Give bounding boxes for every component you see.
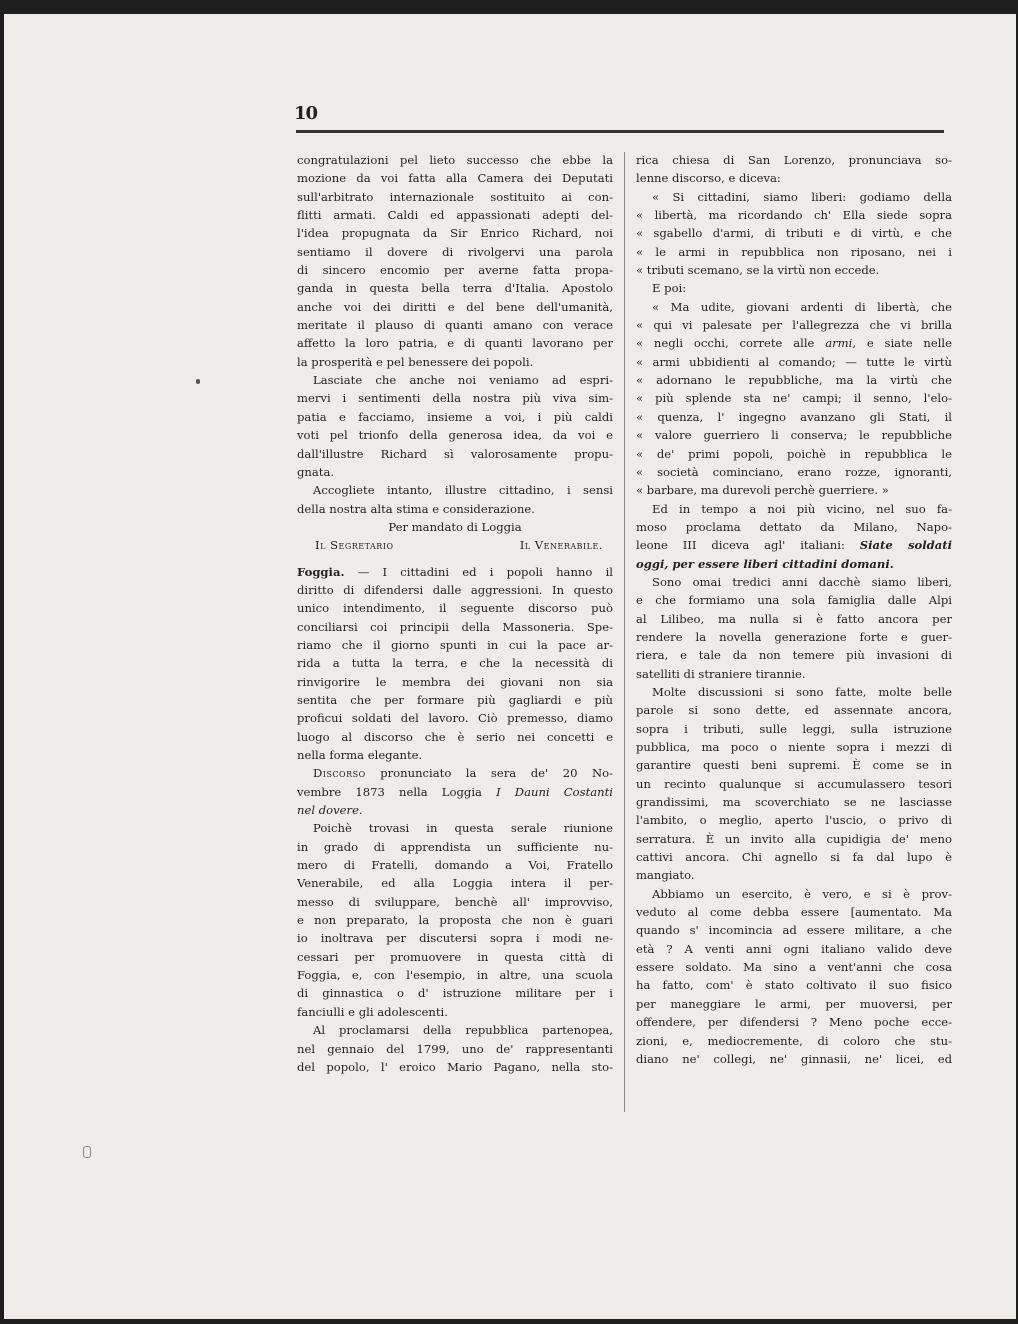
text-line: moso proclama dettato da Milano, Napo- bbox=[636, 519, 952, 534]
text-line: leone III diceva agl' italiani: Siate soldati bbox=[636, 538, 952, 553]
text-line: fanciulli e gli adolescenti. bbox=[297, 1004, 448, 1019]
text-line: Accogliete intanto, illustre cittadino, i sensi bbox=[313, 483, 613, 498]
text-line: diano ne' collegi, ne' ginnasii, ne' licei, ed bbox=[636, 1051, 952, 1066]
text-line: diritto di difendersi dalle aggressioni. In questo bbox=[297, 582, 613, 597]
text-line: un recinto qualunque si accumulassero tesori bbox=[636, 776, 952, 791]
text-line: sopra i tributi, sulle leggi, sulla istruzione bbox=[636, 721, 952, 736]
text-line: cattivi ancora. Chi agnello si fa dal lupo è bbox=[636, 850, 952, 865]
text-line: Abbiamo un esercito, è vero, e si è prov- bbox=[652, 886, 952, 901]
text-line: Poichè trovasi in questa serale riunione bbox=[313, 821, 613, 836]
quote-line: « più splende sta ne' campi; il senno, l'elo- bbox=[636, 391, 952, 406]
quote-line: « tributi scemano, se la virtù non eccede. bbox=[636, 263, 880, 278]
text-line: conciliarsi coi principii della Massoneria. Spe- bbox=[297, 619, 613, 634]
text-line: meritate il plauso di quanti amano con verace bbox=[297, 318, 613, 333]
text-line: in grado di apprendista un sufficiente nu- bbox=[297, 839, 613, 854]
text-line: Foggia, e, con l'esempio, in altre, una scuola bbox=[297, 968, 613, 983]
right-column bbox=[636, 151, 952, 1068]
text-line: mero di Fratelli, domando a Voi, Fratello bbox=[297, 858, 613, 873]
quote-line: « Ma udite, giovani ardenti di libertà, che bbox=[652, 299, 952, 314]
signature-line bbox=[297, 536, 613, 554]
text-line: messo di sviluppare, benchè all' improvviso, bbox=[297, 894, 613, 909]
text-line: l'idea propugnata da Sir Enrico Richard, noi bbox=[297, 226, 613, 241]
text-line: mangiato. bbox=[636, 868, 695, 883]
text-line: pubblica, ma poco o niente sopra i mezzi di bbox=[636, 740, 952, 754]
text-line: nella forma elegante. bbox=[297, 748, 423, 762]
quote-line: « qui vi palesate per l'allegrezza che vi brilla bbox=[636, 318, 952, 333]
text-line: essere soldato. Ma sino a vent'anni che cosa bbox=[636, 960, 952, 975]
text-line: patia e facciamo, insieme a voi, i più caldi bbox=[297, 409, 613, 424]
text-line: dall'illustre Richard sì valorosamente propu- bbox=[297, 446, 613, 461]
text-line: di sincero encomio per averne fatta propa- bbox=[297, 263, 613, 278]
text-line: del popolo, l' eroico Mario Pagano, nella sto- bbox=[297, 1059, 613, 1074]
text-line: satelliti di straniere tirannie. bbox=[636, 666, 806, 681]
quote-line: « le armi in repubblica non riposano, nei i bbox=[636, 244, 952, 259]
text-line: gnata. bbox=[297, 464, 335, 479]
text-line: voti pel trionfo della generosa idea, da voi e bbox=[297, 428, 613, 443]
text-line: età ? A venti anni ogni italiano valido deve bbox=[636, 941, 952, 956]
text-line: Lasciate che anche noi veniamo ad espri- bbox=[313, 373, 613, 388]
text-line: Molte discussioni si sono fatte, molte belle bbox=[652, 684, 952, 699]
text-line: unico intendimento, il seguente discorso può bbox=[297, 601, 613, 616]
text-line: Foggia. — I cittadini ed i popoli hanno il bbox=[297, 564, 613, 579]
text-line: veduto al come debba essere [aumentato. Ma bbox=[636, 905, 952, 920]
text-line: e che formiamo una sola famiglia dalle Alpi bbox=[636, 593, 952, 608]
text-line: parole si sono dette, ed assennate ancora, bbox=[636, 703, 952, 718]
text-line: flitti armati. Caldi ed appassionati adepti del- bbox=[297, 208, 613, 223]
text-line: ha fatto, com' è stato coltivato il suo fisico bbox=[636, 978, 952, 993]
text-line: cessari per promuovere in questa città di bbox=[297, 949, 613, 964]
text-line: oggi, per essere liberi cittadini domani. bbox=[636, 556, 894, 571]
text-line: serratura. È un invito alla cupidigia de' meno bbox=[636, 831, 952, 846]
secretary-label: Il Segretario bbox=[315, 538, 394, 553]
text-line: riamo che il giorno spunti in cui la pace ar- bbox=[297, 637, 613, 652]
text-line: io inoltrava per discutersi sopra i modi ne- bbox=[297, 931, 613, 946]
left-column bbox=[297, 151, 613, 1076]
margin-mark bbox=[83, 1146, 91, 1158]
text-line: garantire questi beni supremi. È come se in bbox=[636, 758, 952, 773]
quote-line: « barbare, ma durevoli perchè guerriere. » bbox=[636, 483, 889, 498]
text-line: rinvigorire le membra dei giovani non sia bbox=[297, 674, 613, 689]
margin-mark bbox=[196, 379, 200, 384]
text-line: offendere, per difendersi ? Meno poche ecce- bbox=[636, 1015, 952, 1030]
text-line: mervi i sentimenti della nostra più viva sim- bbox=[297, 391, 613, 406]
scan-edge bbox=[4, 1319, 1016, 1324]
quote-line: « quenza, l' ingegno avanzano gli Stati, il bbox=[636, 409, 952, 424]
column-divider bbox=[624, 152, 625, 1112]
text-line: congratulazioni pel lieto successo che ebbe la bbox=[297, 153, 613, 167]
text-line: della nostra alta stima e considerazione. bbox=[297, 501, 535, 516]
text-line: Discorso pronunciato la sera de' 20 No- bbox=[313, 766, 613, 781]
text-line: per maneggiare le armi, per muoversi, per bbox=[636, 996, 952, 1011]
text-line: di ginnastica o d' istruzione militare per i bbox=[297, 986, 613, 1001]
text-line: affetto la loro patria, e di quanti lavorano per bbox=[297, 336, 613, 351]
text-line: riera, e tale da non temere più invasioni di bbox=[636, 648, 952, 663]
text-line: E poi: bbox=[652, 281, 687, 296]
text-line: al Lilibeo, ma nulla si è fatto ancora per bbox=[636, 611, 952, 626]
signature-heading: Per mandato di Loggia bbox=[388, 519, 522, 534]
text-line: zioni, e, mediocremente, di coloro che stu- bbox=[636, 1033, 952, 1048]
text-line: Venerabile, ed alla Loggia intera il per- bbox=[297, 876, 613, 891]
text-line: rica chiesa di San Lorenzo, pronunciava so- bbox=[636, 153, 952, 167]
text-line: Ed in tempo a noi più vicino, nel suo fa- bbox=[652, 501, 952, 516]
quote-line: « adornano le repubbliche, ma la virtù che bbox=[636, 373, 952, 388]
text-line: lenne discorso, e diceva: bbox=[636, 171, 781, 186]
text-line: rida a tutta la terra, e che la necessità di bbox=[297, 656, 613, 671]
text-line: l'ambito, o meglio, aperto l'uscio, o privo di bbox=[636, 813, 952, 828]
quote-line: « società cominciano, erano rozze, ignoranti, bbox=[636, 464, 952, 479]
text-line: Sono omai tredici anni dacchè siamo liberi, bbox=[652, 574, 952, 589]
text-line: anche voi dei diritti e del bene dell'umanità, bbox=[297, 299, 613, 314]
text-line: la prosperità e pel benessere dei popoli. bbox=[297, 354, 534, 369]
text-line: sentiamo il dovere di rivolgervi una parola bbox=[297, 244, 613, 259]
text-line: e non preparato, la proposta che non è guari bbox=[297, 913, 613, 928]
text-line: grandissimi, ma scoverchiato se ne lasciasse bbox=[636, 795, 952, 810]
text-line: sentita che per formare più gagliardi e più bbox=[297, 692, 613, 707]
quote-line: « negli occhi, correte alle armi, e siate nelle bbox=[636, 336, 952, 351]
text-line: rendere la novella generazione forte e guer- bbox=[636, 629, 952, 644]
text-line: vembre 1873 nella Loggia I Dauni Costanti bbox=[297, 784, 613, 799]
page-number: 10 bbox=[294, 103, 318, 124]
header-rule bbox=[296, 130, 944, 133]
text-line: luogo al discorso che è serio nei concetti e bbox=[297, 729, 613, 744]
quote-line: « armi ubbidienti al comando; — tutte le virtù bbox=[636, 354, 952, 369]
quote-line: « de' primi popoli, poichè in repubblica le bbox=[636, 446, 952, 461]
venerable-label: Il Venerabile. bbox=[519, 538, 603, 553]
section-title-foggia: Foggia. bbox=[297, 564, 345, 579]
text-line: Al proclamarsi della repubblica partenopea, bbox=[313, 1023, 613, 1038]
text-line: nel gennaio del 1799, uno de' rappresentanti bbox=[297, 1041, 613, 1056]
quote-line: « sgabello d'armi, di tributi e di virtù, e che bbox=[636, 226, 952, 241]
text-line: nel dovere. bbox=[297, 803, 363, 818]
text-line: mozione da voi fatta alla Camera dei Deputati bbox=[297, 171, 613, 186]
quote-line: « Si cittadini, siamo liberi: godiamo della bbox=[652, 189, 952, 204]
quote-line: « libertà, ma ricordando ch' Ella siede sopra bbox=[636, 208, 952, 223]
quote-line: « valore guerriero li conserva; le repubbliche bbox=[636, 428, 952, 443]
text-line: quando s' incomincia ad essere militare, a che bbox=[636, 923, 952, 938]
text-line: sull'arbitrato internazionale sostituito ai con- bbox=[297, 189, 613, 204]
text-line: proficui soldati del lavoro. Ciò premesso, diamo bbox=[297, 711, 613, 726]
text-line: ganda in questa bella terra d'Italia. Apostolo bbox=[297, 281, 613, 296]
